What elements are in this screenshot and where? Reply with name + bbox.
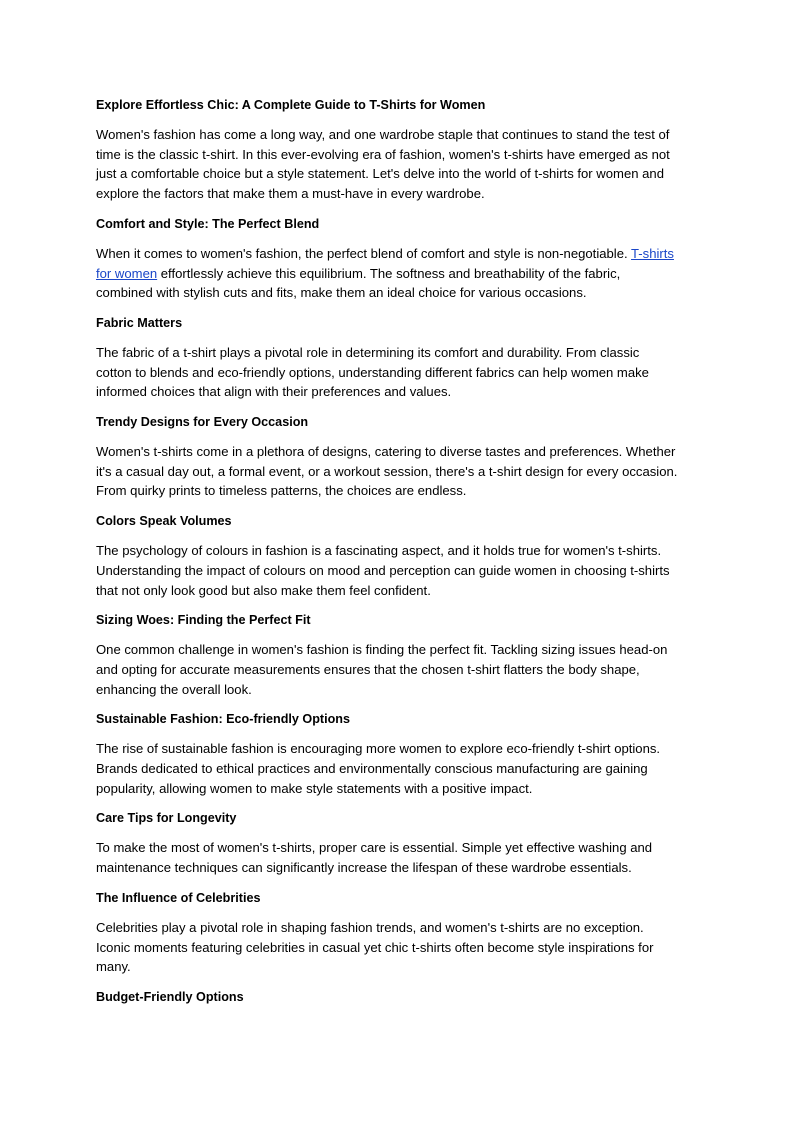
sizing-paragraph [96,640,700,699]
comfort-line-text: effortlessly achieve this equilibrium. The softness and breathability of the fabric, [157,265,621,281]
tshirts-for-women-link-continued[interactable]: for women [96,265,158,281]
care-paragraph [96,838,700,877]
document-title: Explore Effortless Chic: A Complete Guide to T-Shirts for Women [96,98,486,112]
celebrities-line: Celebrities play a pivotal role in shaping fashion trends, and women's t-shirts are no exception. [96,919,644,935]
fabric-line: The fabric of a t-shirt plays a pivotal role in determining its comfort and durability. From classic [96,344,640,360]
sustainable-line: The rise of sustainable fashion is encouraging more women to explore eco-friendly t-shirt options. [96,741,661,757]
section-heading-trendy: Trendy Designs for Every Occasion [96,415,309,430]
colors-line: The psychology of colours in fashion is a fascinating aspect, and it holds true for women's t-shirts. [96,543,662,559]
sizing-line: One common challenge in women's fashion is finding the perfect fit. Tackling sizing issues head-on [96,642,668,658]
comfort-paragraph [96,244,700,303]
comfort-line: combined with stylish cuts and fits, make them an ideal choice for various occasions. [96,285,587,301]
celebrities-paragraph [96,918,700,977]
colors-line: Understanding the impact of colours on mood and perception can guide women in choosing t-shirts [96,562,670,578]
intro-line: Women's fashion has come a long way, and one wardrobe staple that continues to stand the test of [96,127,670,142]
care-line: To make the most of women's t-shirts, proper care is essential. Simple yet effective washing and [96,840,653,856]
section-heading-sustainable: Sustainable Fashion: Eco-friendly Options [96,712,351,727]
section-heading-colors: Colors Speak Volumes [96,514,232,529]
trendy-line: From quirky prints to timeless patterns, the choices are endless. [96,483,467,499]
sustainable-line: Brands dedicated to ethical practices and environmentally conscious manufacturing are gaining [96,761,648,777]
colors-line: that not only look good but also make them feel confident. [96,582,431,598]
comfort-line [96,264,700,284]
section-heading-budget: Budget-Friendly Options [96,989,244,1004]
colors-paragraph [96,541,700,600]
tshirts-for-women-link[interactable]: T-shirts [631,245,674,261]
celebrities-line: Iconic moments featuring celebrities in casual yet chic t-shirts often become style inspirations for [96,939,654,955]
sizing-line: enhancing the overall look. [96,681,252,697]
sustainable-paragraph [96,739,700,798]
comfort-line [96,244,700,264]
sizing-line: and opting for accurate measurements ensures that the chosen t-shirt flatters the body shape, [96,661,640,677]
fabric-paragraph [96,343,700,402]
trendy-line: Women's t-shirts come in a plethora of designs, catering to diverse tastes and preferences. Whether [96,444,676,460]
comfort-line-text: When it comes to women's fashion, the perfect blend of comfort and style is non-negotiable. [96,245,632,261]
section-heading-care: Care Tips for Longevity [96,811,237,826]
trendy-line: it's a casual day out, a formal event, or a workout session, there's a t-shirt design for every occasion. [96,463,678,479]
intro-paragraph [96,125,700,204]
care-line: maintenance techniques can significantly increase the lifespan of these wardrobe essentials. [96,860,632,876]
celebrities-line: many. [96,959,131,975]
fabric-line: cotton to blends and eco-friendly options, understanding different fabrics can help women make [96,364,649,380]
section-heading-celebrities: The Influence of Celebrities [96,890,261,905]
intro-line: time is the classic t-shirt. In this ever-evolving era of fashion, women's t-shirts have emerged as not [96,146,670,162]
section-heading-comfort: Comfort and Style: The Perfect Blend [96,216,320,231]
document-page [96,95,700,1017]
sustainable-line: popularity, allowing women to make style statements with a positive impact. [96,780,533,796]
intro-line: explore the factors that make them a must-have in every wardrobe. [96,186,485,202]
trendy-paragraph [96,442,700,501]
section-heading-sizing: Sizing Woes: Finding the Perfect Fit [96,613,311,628]
section-heading-fabric: Fabric Matters [96,315,183,330]
fabric-line: informed choices that align with their preferences and values. [96,384,452,400]
intro-line: just a comfortable choice but a style statement. Let's delve into the world of t-shirts for women and [96,166,664,182]
